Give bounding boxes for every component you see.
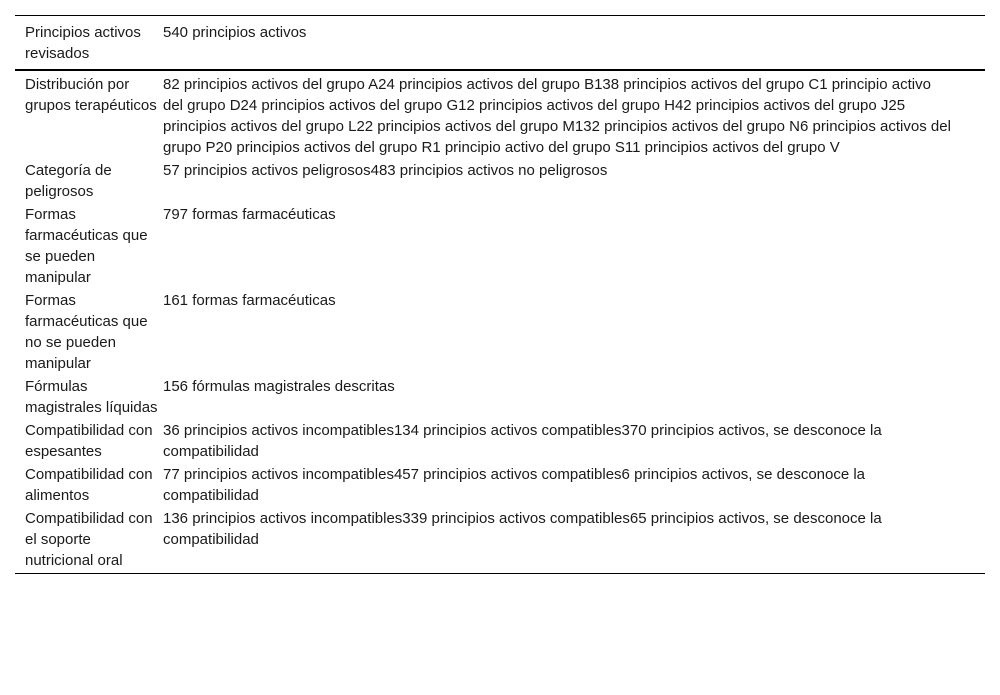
summary-table-container	[15, 15, 985, 574]
table-header-row	[15, 16, 985, 71]
row-value: 77 principios activos incompatibles457 principios activos compatibles6 principios activos, se desconoce la compatibilidad	[163, 466, 866, 504]
header-label: Principios activos revisados	[15, 16, 163, 71]
row-label: Compatibilidad con espesantes	[25, 422, 153, 460]
table-row	[15, 419, 985, 463]
table-row	[15, 375, 985, 419]
row-label: Compatibilidad con alimentos	[25, 466, 153, 504]
table-row	[15, 289, 985, 375]
row-label: Compatibilidad con el soporte nutricional oral	[15, 507, 163, 574]
table-row	[15, 70, 985, 159]
table-row	[15, 507, 985, 574]
row-value: 57 principios activos peligrosos483 principios activos no peligrosos	[163, 162, 608, 179]
row-label: Distribución por grupos terapéuticos	[25, 76, 157, 114]
row-label: Fórmulas magistrales líquidas	[25, 378, 158, 416]
row-label: Formas farmacéuticas que no se pueden manipular	[25, 292, 148, 372]
row-value: 36 principios activos incompatibles134 principios activos compatibles370 principios activos, se desconoce la compatibilidad	[163, 422, 882, 460]
row-label: Formas farmacéuticas que se pueden manipular	[25, 206, 148, 286]
row-value: 136 principios activos incompatibles339 principios activos compatibles65 principios activos, se desconoce la compatibilidad	[163, 507, 985, 574]
table-row	[15, 203, 985, 289]
row-value: 82 principios activos del grupo A24 principios activos del grupo B138 principios activos del grupo C1 principio activo del grupo D24 principios activos del grupo G12 principios activos del grupo H42 principios activos del grupo J25 principios activos del grupo L22 principios activos del grupo M132 principios activos del grupo N6 principios activos del grupo P20 principios activos del grupo R1 principio activo del grupo S11 principios activos del grupo V	[163, 76, 951, 156]
summary-table	[15, 15, 985, 574]
row-value: 797 formas farmacéuticas	[163, 206, 336, 223]
row-value: 156 fórmulas magistrales descritas	[163, 378, 395, 395]
header-value: 540 principios activos	[163, 16, 985, 71]
row-label: Categoría de peligrosos	[25, 162, 112, 200]
row-value: 161 formas farmacéuticas	[163, 292, 336, 309]
table-row	[15, 159, 985, 203]
table-row	[15, 463, 985, 507]
